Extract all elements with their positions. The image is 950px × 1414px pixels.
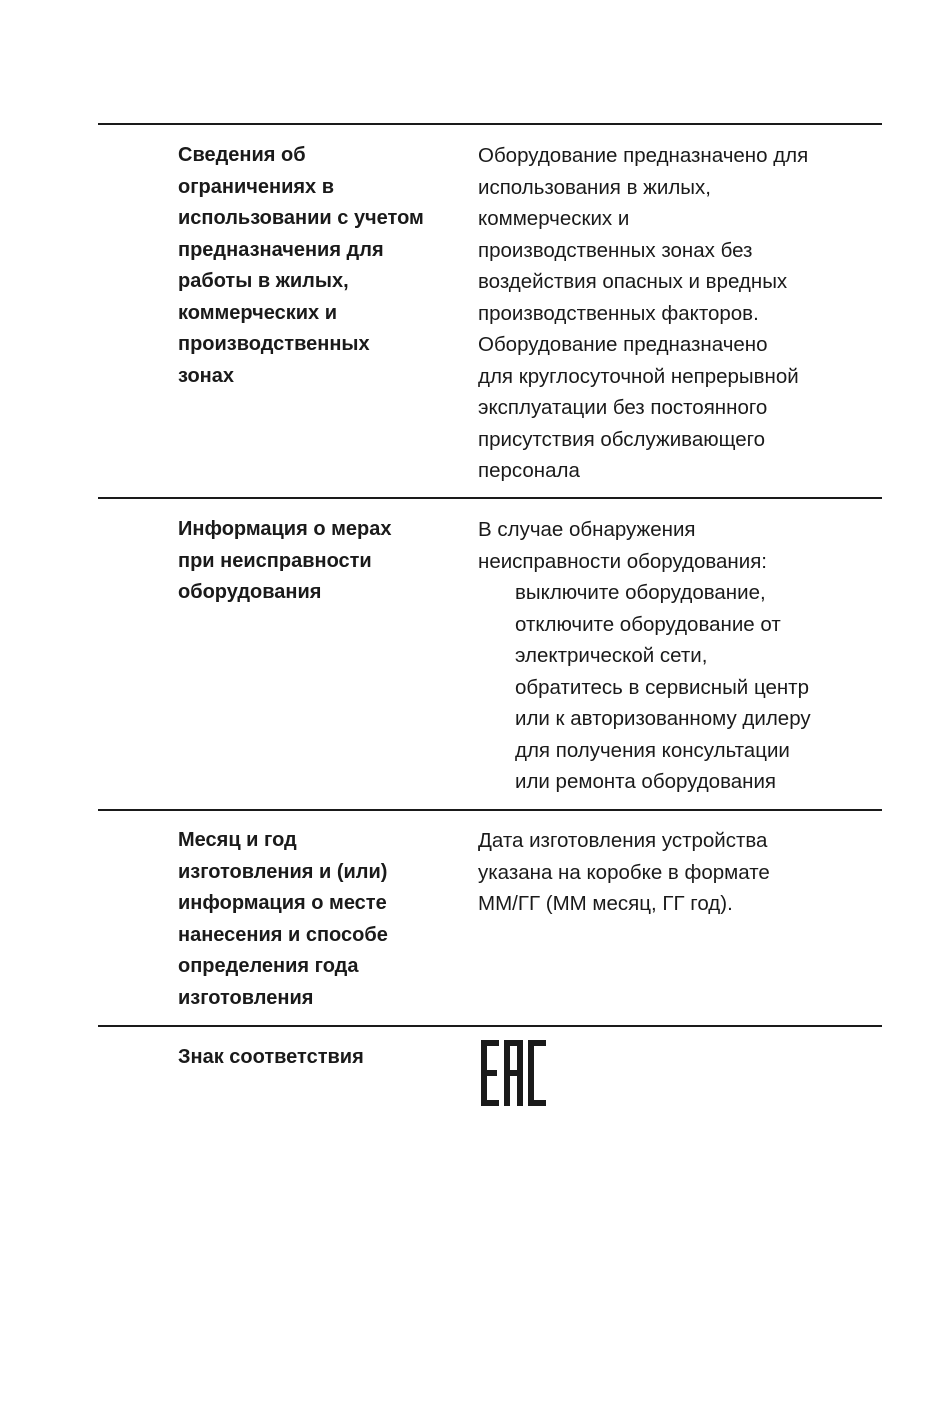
value-line: использования в жилых,	[478, 175, 711, 199]
label-line: коммерческих и	[178, 301, 338, 324]
value-line: воздействия опасных и вредных	[478, 270, 788, 293]
label-line: предназначения для	[178, 238, 384, 261]
label-line: Информация о мерах	[178, 518, 392, 540]
row-value	[478, 140, 882, 497]
value-line: присутствия обслуживающего	[478, 427, 766, 451]
label-line: Знак соответствия	[178, 1046, 364, 1068]
instruction-line: для получения консультации	[515, 738, 790, 762]
label-line: зонах	[178, 364, 234, 387]
value-line: Оборудование предназначено	[478, 333, 768, 356]
table-row-conformity-mark	[98, 1027, 882, 1137]
row-label	[98, 1042, 478, 1137]
instruction-line: выключите оборудование,	[515, 581, 766, 604]
table-row-manufacture-date	[98, 811, 882, 1025]
row-label	[98, 514, 478, 809]
value-line: Оборудование предназначено для	[478, 144, 809, 167]
value-line: производственных зонах без	[478, 238, 753, 262]
row-value	[478, 1042, 882, 1137]
label-line: оборудования	[178, 581, 322, 603]
table-row-usage-restrictions	[98, 125, 882, 497]
table-row-malfunction-info	[98, 499, 882, 809]
value-line: персонала	[478, 459, 580, 482]
value-line: неисправности оборудования:	[478, 549, 768, 573]
instruction-line: обратитесь в сервисный центр	[515, 675, 809, 699]
value-line: эксплуатации без постоянного	[478, 396, 768, 419]
label-line: Месяц и год	[178, 829, 297, 851]
value-line: для круглосуточной непрерывной	[478, 364, 799, 388]
row-label	[98, 140, 478, 497]
row-value	[478, 825, 882, 1025]
value-line: коммерческих и	[478, 207, 630, 230]
label-line: изготовления и (или)	[178, 860, 388, 883]
label-line: нанесения и способе	[178, 923, 388, 946]
value-line: указана на коробке в формате	[478, 860, 770, 884]
label-line: определения года	[178, 955, 359, 977]
row-value	[478, 514, 882, 809]
value-line: ММ/ГГ (ММ месяц, ГГ год).	[478, 892, 733, 915]
instruction-line: отключите оборудование от	[515, 612, 781, 636]
label-line: использовании с учетом	[178, 207, 424, 229]
label-line: при неисправности	[178, 549, 372, 572]
value-line: В случае обнаружения	[478, 518, 696, 541]
label-line: информация о месте	[178, 892, 387, 914]
instruction-line: или к авторизованному дилеру	[515, 707, 811, 730]
value-line: производственных факторов.	[478, 301, 759, 325]
spec-table	[98, 123, 882, 1137]
label-line: изготовления	[178, 986, 314, 1009]
eac-mark-logo	[478, 1038, 548, 1108]
label-line: работы в жилых,	[178, 270, 349, 292]
label-line: производственных	[178, 333, 370, 355]
row-label	[98, 825, 478, 1025]
value-line: Дата изготовления устройства	[478, 829, 768, 852]
instruction-line: или ремонта оборудования	[515, 770, 777, 793]
label-line: Сведения об	[178, 144, 306, 166]
instruction-line: электрической сети,	[515, 644, 708, 667]
label-line: ограничениях в	[178, 175, 335, 198]
